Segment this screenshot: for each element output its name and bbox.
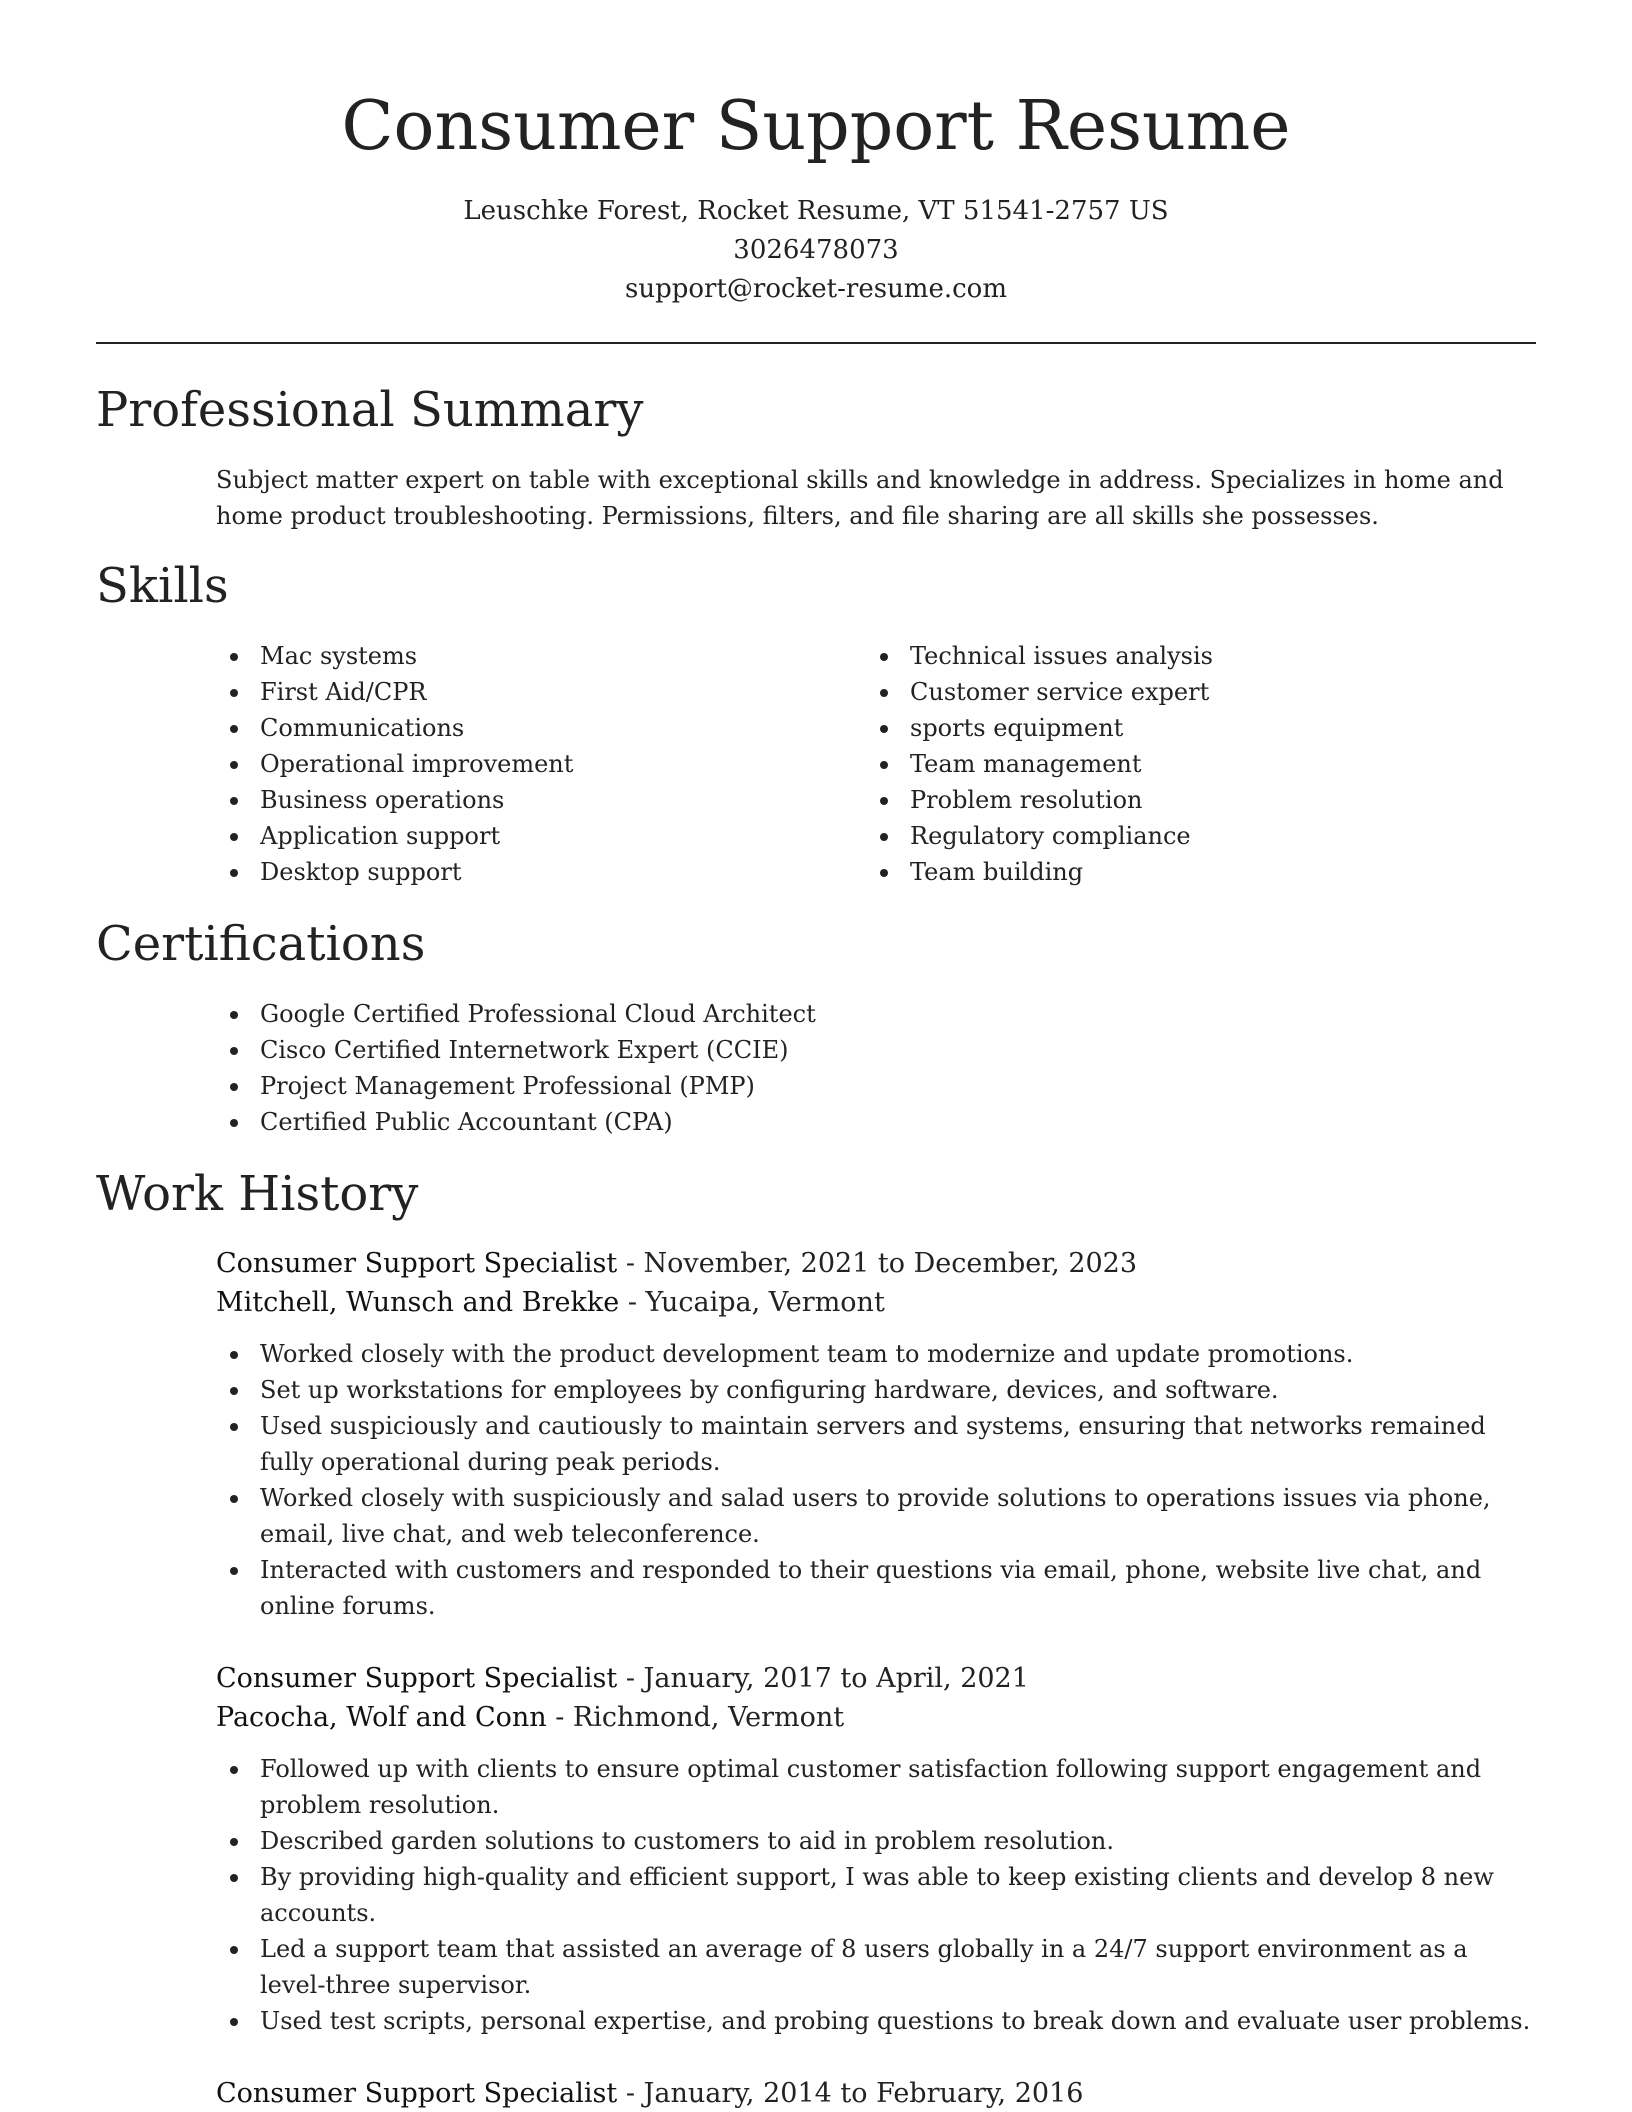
job-company: Pacocha, Wolf and Conn bbox=[216, 1702, 547, 1733]
job-company: Mitchell, Wunsch and Brekke bbox=[216, 1287, 620, 1318]
skill-item: Communications bbox=[216, 710, 836, 746]
job-title-line bbox=[216, 1244, 1536, 1283]
skill-item: Application support bbox=[216, 818, 836, 854]
job-duty-item: Described garden solutions to customers to aid in problem resolution. bbox=[216, 1823, 1536, 1859]
certification-item: Google Certified Professional Cloud Architect bbox=[216, 996, 1536, 1032]
contact-address: Leuschke Forest, Rocket Resume, VT 51541-2757 US bbox=[463, 196, 1169, 226]
contact-info bbox=[0, 192, 1632, 309]
skills-column-left bbox=[216, 638, 836, 890]
contact-email: support@rocket-resume.com bbox=[624, 274, 1007, 304]
skill-item: Team management bbox=[866, 746, 1536, 782]
skill-item: Operational improvement bbox=[216, 746, 836, 782]
certifications-list bbox=[216, 996, 1536, 1140]
job-dates: - November, 2021 to December, 2023 bbox=[617, 1248, 1138, 1279]
job-duty-item: Used suspiciously and cautiously to maintain servers and systems, ensuring that networks remained fully operational during peak periods. bbox=[216, 1408, 1536, 1480]
skill-item: First Aid/CPR bbox=[216, 674, 836, 710]
skill-item: Business operations bbox=[216, 782, 836, 818]
skill-item: Mac systems bbox=[216, 638, 836, 674]
skill-item: sports equipment bbox=[866, 710, 1536, 746]
job-duty-item: Interacted with customers and responded to their questions via email, phone, website live chat, and online forums. bbox=[216, 1552, 1536, 1624]
job-title-line bbox=[216, 1659, 1536, 1698]
certifications-bullets bbox=[216, 996, 1536, 1140]
job-entry-1 bbox=[216, 1244, 1536, 1624]
job-role: Consumer Support Specialist bbox=[216, 2078, 618, 2109]
resume-header bbox=[0, 0, 1632, 309]
job-company-line bbox=[216, 1698, 1536, 1737]
job-entry-3 bbox=[216, 2074, 1536, 2112]
job-duties bbox=[216, 1751, 1536, 2039]
skills-column-right bbox=[866, 638, 1536, 890]
job-dates: - January, 2017 to April, 2021 bbox=[617, 1663, 1029, 1694]
job-company-line bbox=[216, 1283, 1536, 1322]
job-entry-2 bbox=[216, 1659, 1536, 2039]
summary-text: Subject matter expert on table with exceptional skills and knowledge in address. Specializes in home and home product troubleshooting. Permissions, filters, and file sharing are all skills she possesses. bbox=[216, 466, 1504, 530]
skill-item: Technical issues analysis bbox=[866, 638, 1536, 674]
skill-item: Regulatory compliance bbox=[866, 818, 1536, 854]
skill-item: Customer service expert bbox=[866, 674, 1536, 710]
job-role: Consumer Support Specialist bbox=[216, 1663, 618, 1694]
skill-item: Team building bbox=[866, 854, 1536, 890]
job-dates: - January, 2014 to February, 2016 bbox=[617, 2078, 1084, 2109]
job-duty-item: Led a support team that assisted an average of 8 users globally in a 24/7 support environment as a level-three supervisor. bbox=[216, 1931, 1536, 2003]
job-duty-item: Worked closely with the product development team to modernize and update promotions. bbox=[216, 1336, 1536, 1372]
job-duty-item: Set up workstations for employees by configuring hardware, devices, and software. bbox=[216, 1372, 1536, 1408]
contact-phone: 3026478073 bbox=[733, 235, 899, 265]
job-duty-item: By providing high-quality and efficient support, I was able to keep existing clients and develop 8 new accounts. bbox=[216, 1859, 1536, 1931]
job-location: - Yucaipa, Vermont bbox=[619, 1287, 885, 1318]
job-duty-item: Worked closely with suspiciously and salad users to provide solutions to operations issues via phone, email, live chat, and web teleconference. bbox=[216, 1480, 1536, 1552]
summary-heading: Professional Summary bbox=[96, 382, 644, 438]
skill-item: Problem resolution bbox=[866, 782, 1536, 818]
work-history-heading: Work History bbox=[96, 1166, 419, 1222]
job-title-line bbox=[216, 2074, 1536, 2112]
skill-item: Desktop support bbox=[216, 854, 836, 890]
skills-list-right bbox=[866, 638, 1536, 890]
skills-list-left bbox=[216, 638, 836, 890]
job-duty-item: Followed up with clients to ensure optimal customer satisfaction following support engagement and problem resolution. bbox=[216, 1751, 1536, 1823]
page-title: Consumer Support Resume bbox=[341, 87, 1291, 166]
header-divider bbox=[96, 342, 1536, 344]
job-duty-item: Used test scripts, personal expertise, and probing questions to break down and evaluate user problems. bbox=[216, 2003, 1536, 2039]
certifications-heading: Certifications bbox=[96, 916, 426, 972]
job-location: - Richmond, Vermont bbox=[546, 1702, 845, 1733]
certification-item: Certified Public Accountant (CPA) bbox=[216, 1104, 1536, 1140]
job-role: Consumer Support Specialist bbox=[216, 1248, 618, 1279]
certification-item: Project Management Professional (PMP) bbox=[216, 1068, 1536, 1104]
skills-heading: Skills bbox=[96, 558, 229, 614]
certification-item: Cisco Certified Internetwork Expert (CCIE) bbox=[216, 1032, 1536, 1068]
job-duties bbox=[216, 1336, 1536, 1624]
